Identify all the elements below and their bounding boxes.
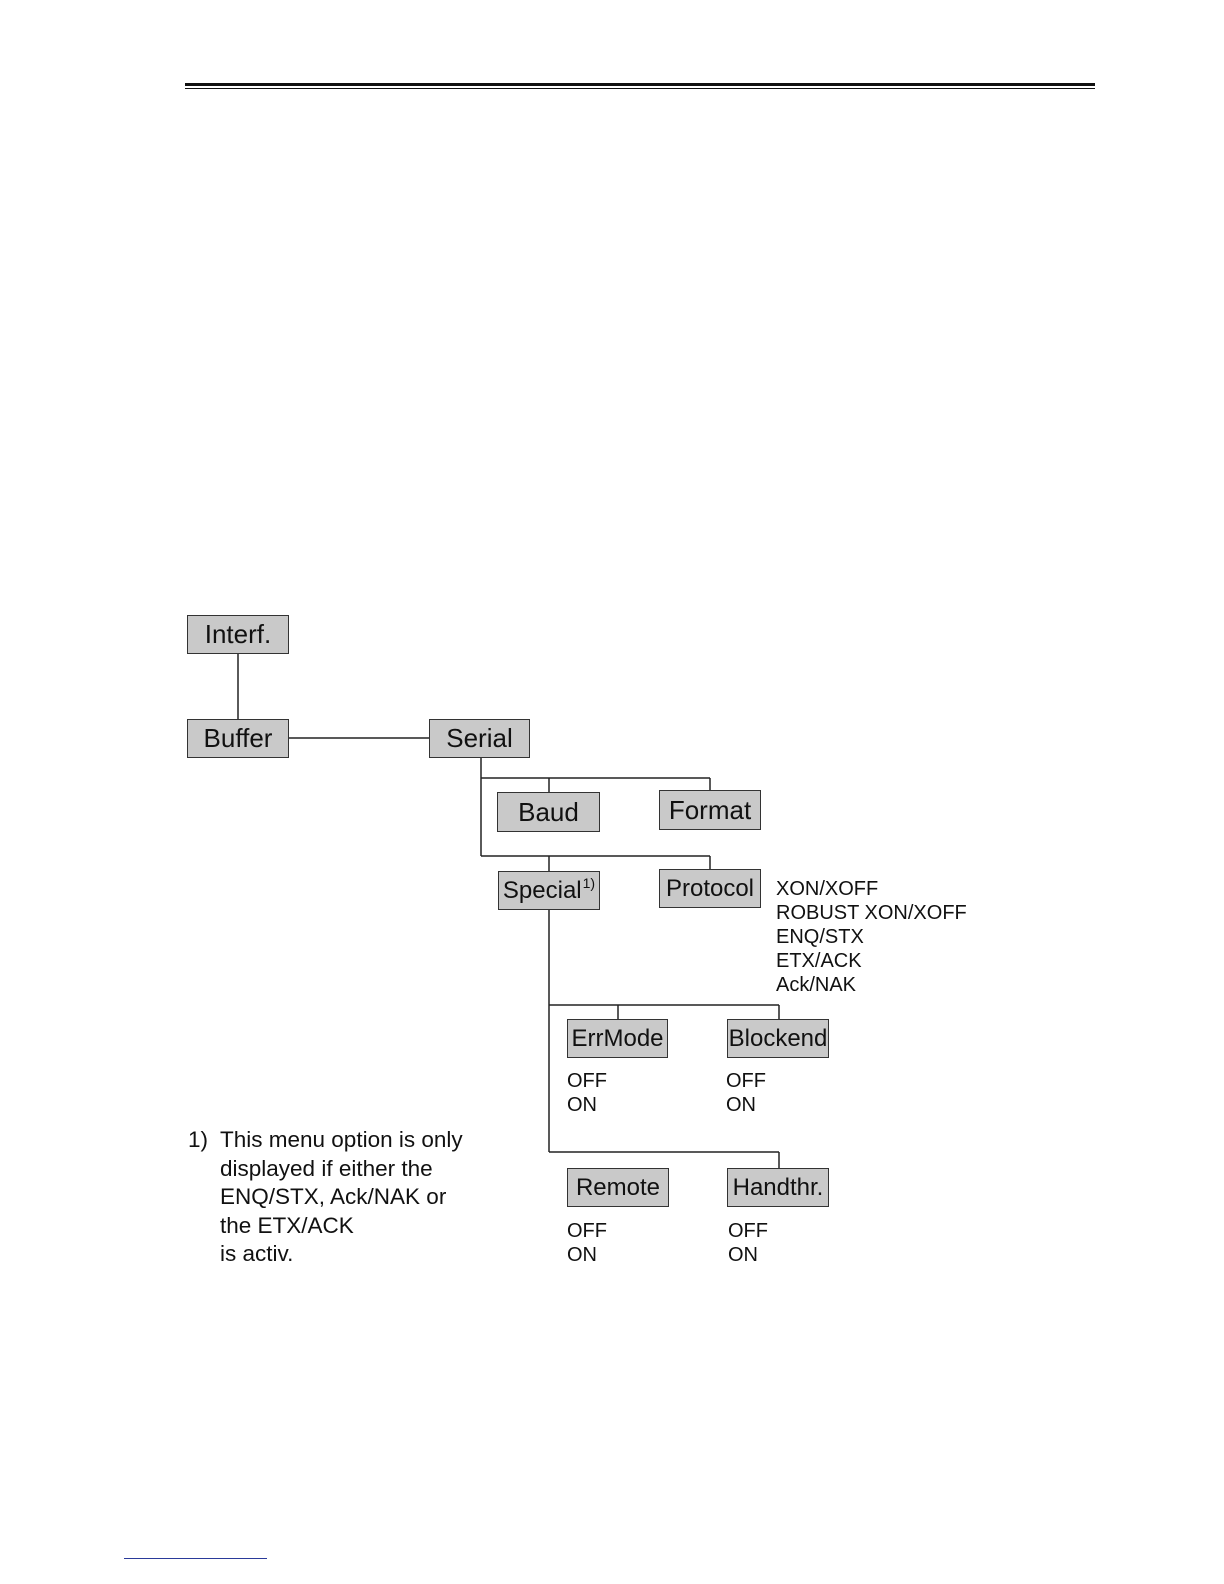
protocol-option: ENQ/STX — [776, 926, 864, 948]
footnote-number: 1) — [188, 1127, 209, 1152]
protocol-options — [776, 877, 967, 997]
footnote-marker: 1) — [582, 874, 596, 891]
footnote-line: ENQ/STX, Ack/NAK or — [220, 1184, 447, 1209]
node-format: Format — [659, 790, 761, 830]
node-special-label: Special — [502, 876, 582, 904]
node-blockend: Blockend — [727, 1019, 829, 1058]
node-interf: Interf. — [187, 615, 289, 654]
blockend-option: ON — [726, 1094, 756, 1116]
node-special — [498, 871, 600, 910]
blockend-options — [726, 1069, 766, 1117]
blockend-option: OFF — [726, 1070, 766, 1092]
footnote-line: is activ. — [220, 1241, 294, 1266]
node-handthr: Handthr. — [727, 1168, 829, 1207]
footnote-line: This menu option is only — [220, 1127, 463, 1152]
errmode-option: ON — [567, 1094, 597, 1116]
handthr-option: ON — [728, 1244, 758, 1266]
node-protocol: Protocol — [659, 869, 761, 908]
remote-option: ON — [567, 1244, 597, 1266]
footnote-line: displayed if either the — [220, 1155, 433, 1181]
protocol-option: ROBUST XON/XOFF — [776, 902, 967, 924]
handthr-options — [728, 1219, 768, 1267]
protocol-option: Ack/NAK — [776, 974, 857, 996]
node-errmode: ErrMode — [567, 1019, 668, 1058]
footnote-text — [220, 1126, 463, 1269]
protocol-option: ETX/ACK — [776, 950, 862, 972]
footnote-line: the ETX/ACK — [220, 1212, 354, 1238]
footer-link-underline[interactable] — [124, 1558, 267, 1559]
errmode-option: OFF — [567, 1070, 607, 1092]
protocol-option: XON/XOFF — [776, 878, 879, 900]
handthr-option: OFF — [728, 1220, 768, 1242]
remote-option: OFF — [567, 1220, 607, 1242]
errmode-options — [567, 1069, 607, 1117]
node-serial: Serial — [429, 719, 530, 758]
node-remote: Remote — [567, 1168, 669, 1207]
remote-options — [567, 1219, 607, 1267]
node-baud: Baud — [497, 792, 600, 832]
node-buffer: Buffer — [187, 719, 289, 758]
